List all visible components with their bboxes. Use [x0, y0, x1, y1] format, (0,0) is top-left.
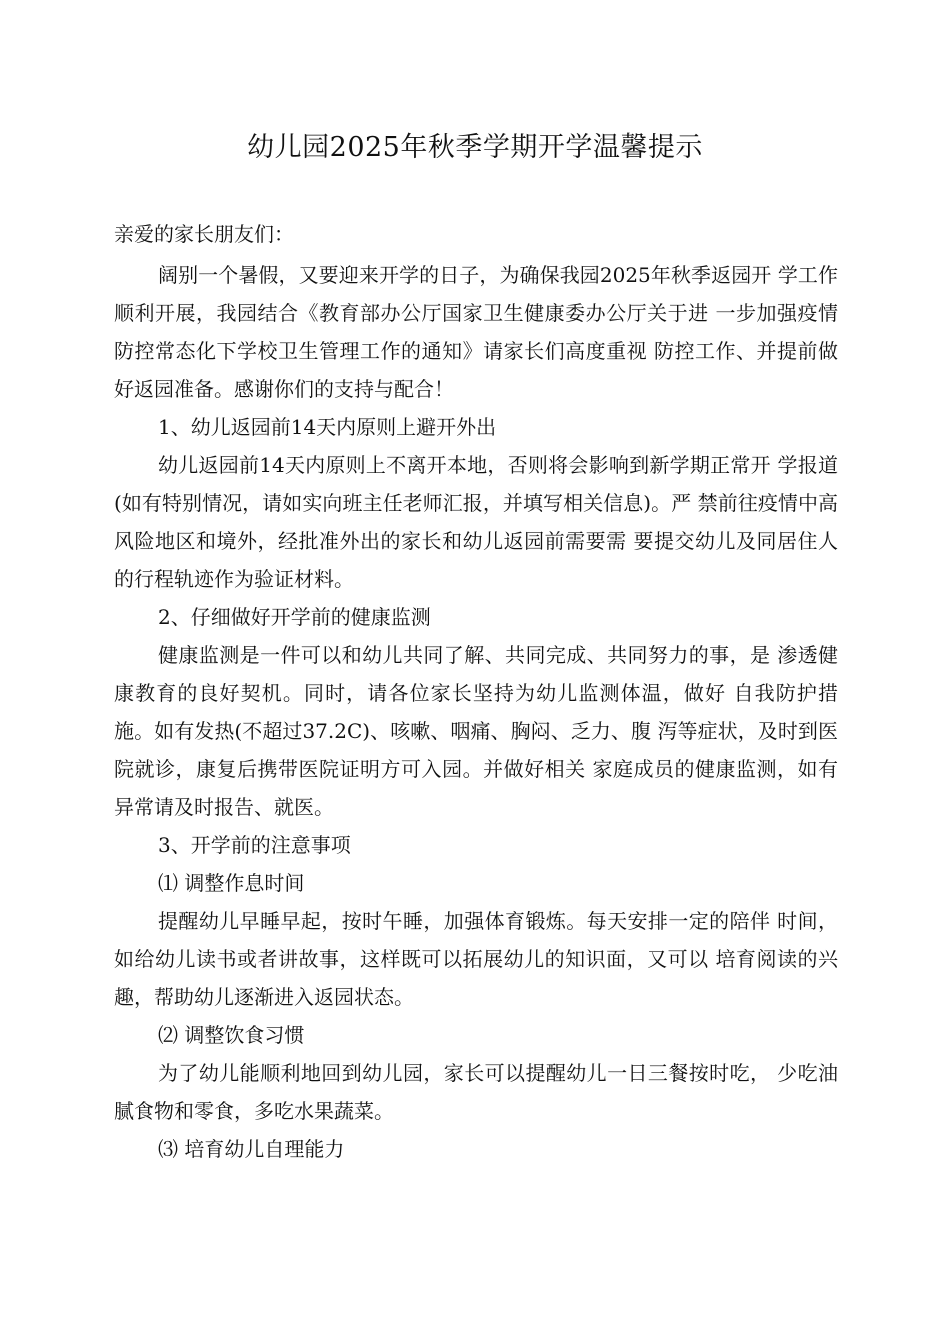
intro-paragraph: 阔别一个暑假，又要迎来开学的日子，为确保我园2025年秋季返园开 学工作顺利开展，我园结合《教育部办公厅国家卫生健康委办公厅关于进 一步加强疫情防控常态化下学校卫生管理工作的通知》请家长们高度重视 防控工作、并提前做好返园准备。感谢你们的支持与配合！	[114, 263, 838, 401]
section-1-paragraph: 幼儿返园前14天内原则上不离开本地，否则将会影响到新学期正常开 学报道(如有特别情况，请如实向班主任老师汇报，并填写相关信息)。严 禁前往疫情中高风险地区和境外，经批准外出的家长和幼儿返园前需要需 要提交幼儿及同居住人的行程轨迹作为验证材料。	[114, 453, 838, 591]
item-2-paragraph: 为了幼儿能顺利地回到幼儿园，家长可以提醒幼儿一日三餐按时吃， 少吃油腻食物和零食，多吃水果蔬菜。	[114, 1061, 838, 1123]
page-title: 幼儿园2025年秋季学期开学温馨提示	[247, 132, 703, 163]
document-body	[114, 215, 838, 1168]
item-3-heading: ⑶ 培育幼儿自理能力	[158, 1137, 345, 1161]
item-1-heading: ⑴ 调整作息时间	[158, 871, 305, 895]
section-1-heading: 1、幼儿返园前14天内原则上避开外出	[158, 415, 497, 439]
salutation: 亲爱的家长朋友们：	[114, 222, 294, 246]
section-2-heading: 2、仔细做好开学前的健康监测	[158, 605, 431, 629]
section-3-heading: 3、开学前的注意事项	[158, 833, 351, 857]
section-2-paragraph: 健康监测是一件可以和幼儿共同了解、共同完成、共同努力的事，是 渗透健康教育的良好契机。同时，请各位家长坚持为幼儿监测体温，做好 自我防护措施。如有发热(不超过37.2C)、咳嗽、咽痛、胸闷、乏力、腹 泻等症状，及时到医院就诊，康复后携带医院证明方可入园。并做好相关 家庭成员的健康监测，如有异常请及时报告、就医。	[114, 643, 838, 819]
item-1-paragraph: 提醒幼儿早睡早起，按时午睡，加强体育锻炼。每天安排一定的陪伴 时间，如给幼儿读书或者讲故事，这样既可以拓展幼儿的知识面，又可以 培育阅读的兴趣，帮助幼儿逐渐进入返园状态。	[114, 909, 838, 1009]
item-2-heading: ⑵ 调整饮食习惯	[158, 1023, 305, 1047]
